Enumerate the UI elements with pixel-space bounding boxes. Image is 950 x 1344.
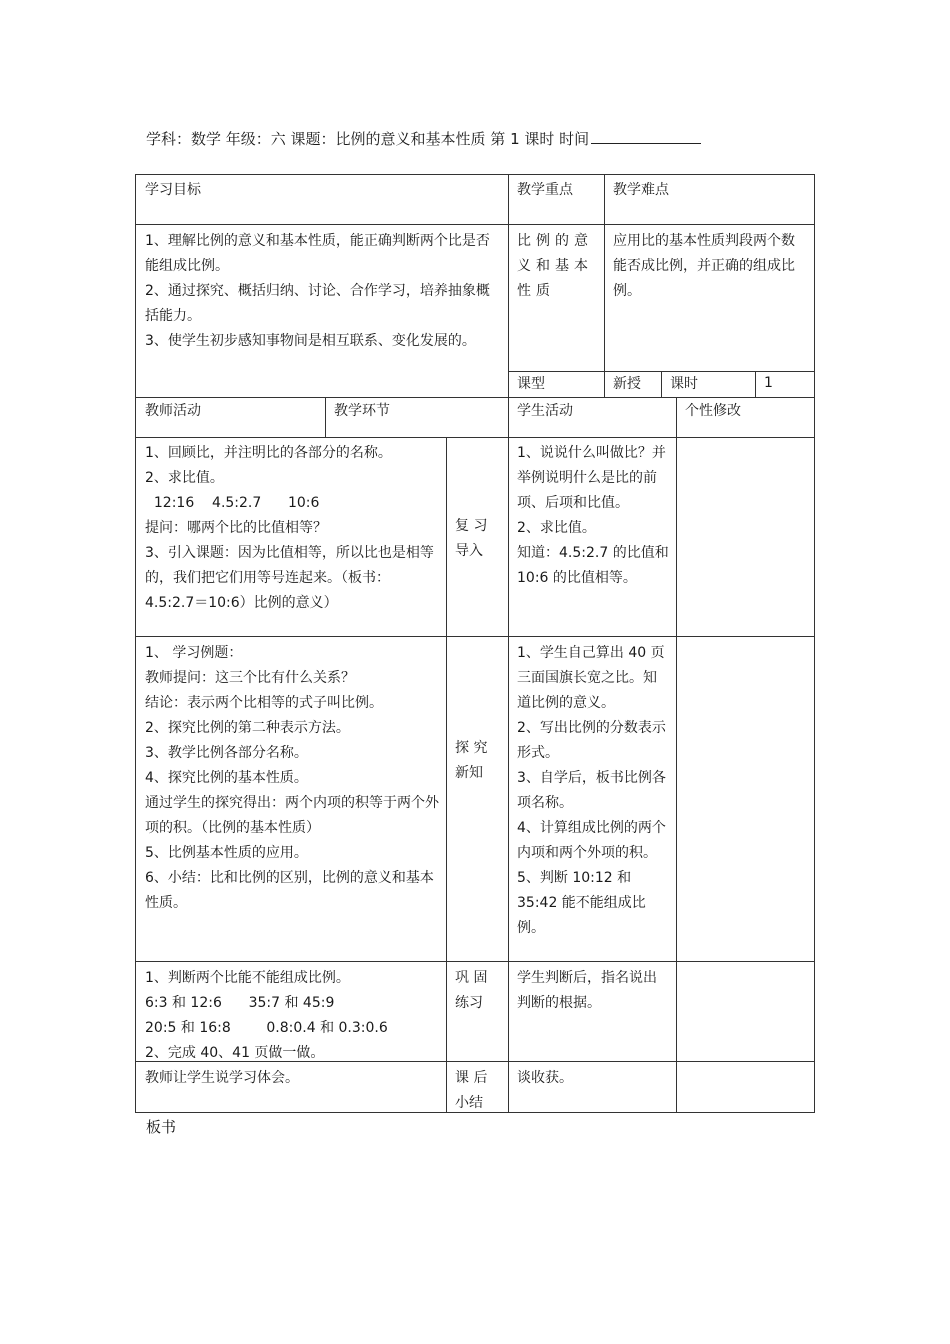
time-blank (591, 129, 701, 144)
teacher-activity-header: 教师活动 (145, 403, 201, 419)
section-practice-stage (449, 962, 507, 1020)
notes-header: 个性修改 (685, 403, 741, 419)
section-practice-student (511, 962, 675, 1020)
teacher-step: 2、求比值。 (145, 470, 224, 486)
teacher-step: 4、探究比例的基本性质。 (145, 770, 308, 786)
student-step: 学生判断后，指名说出判断的根据。 (517, 970, 657, 1011)
table-border-left (135, 174, 136, 1113)
teacher-step: 通过学生的探究得出：两个内项的积等于两个外项的积。（比例的基本性质） (145, 795, 439, 836)
difficulty-content: 应用比的基本性质判段两个数能否成比例，并正确的组成比例。 (613, 233, 795, 299)
goals-label: 学习目标 (145, 182, 201, 198)
section-explore-teacher (139, 637, 445, 920)
stage-line: 探 究 (455, 740, 488, 756)
section-review-student (511, 437, 675, 595)
teaching-stage-header: 教学环节 (334, 403, 390, 419)
teacher-step: 3、教学比例各部分名称。 (145, 745, 308, 761)
class-hours-value: 1 (764, 375, 773, 391)
teacher-step: 2、探究比例的第二种表示方法。 (145, 720, 350, 736)
teacher-step: 1、判断两个比能不能组成比例。 (145, 970, 350, 986)
teacher-step: 结论：表示两个比相等的式子叫比例。 (145, 695, 383, 711)
table-line (325, 397, 326, 437)
table-line (604, 174, 605, 397)
table-line (676, 397, 677, 1113)
teacher-step: 教师让学生说学习体会。 (145, 1070, 299, 1086)
table-line (446, 437, 447, 1113)
table-border-right (814, 174, 815, 1113)
student-step: 5、判断 10:12 和 35:42 能不能组成比例。 (517, 870, 646, 936)
section-summary-stage (449, 1062, 507, 1120)
teacher-step: 1、回顾比，并注明比的各部分的名称。 (145, 445, 392, 461)
stage-line: 新知 (455, 765, 483, 781)
teacher-step: 教师提问：这三个比有什么关系？ (145, 670, 355, 686)
student-step: 3、自学后，板书比例各项名称。 (517, 770, 666, 811)
page-header (146, 128, 701, 149)
teacher-step: 1、 学习例题： (145, 645, 243, 661)
stage-line: 课 后 (455, 1070, 488, 1086)
teacher-step: 3、引入课题：因为比值相等，所以比也是相等的，我们把它们用等号连起来。（板书：4.5:2.7＝10:6）比例的意义） (145, 545, 434, 611)
student-step: 谈收获。 (517, 1070, 573, 1086)
teacher-step: 20:5 和 16:8 0.8:0.4 和 0.3:0.6 (145, 1020, 388, 1036)
section-review-stage (449, 510, 507, 568)
goal-item: 3、使学生初步感知事物间是相互联系、变化发展的。 (145, 333, 476, 349)
section-review-teacher (139, 437, 445, 620)
student-step: 2、写出比例的分数表示形式。 (517, 720, 666, 761)
table-line (755, 371, 756, 397)
focus-content: 比例的意义和基本性质 (517, 233, 593, 299)
student-step: 2、求比值。 (517, 520, 596, 536)
student-step: 1、说说什么叫做比？并举例说明什么是比的前项、后项和比值。 (517, 445, 666, 511)
lesson-type-value: 新授 (613, 376, 641, 392)
class-hours-label: 课时 (670, 376, 698, 392)
difficulty-label: 教学难点 (613, 182, 669, 198)
teacher-step: 12:16 4.5:2.7 10:6 (145, 495, 320, 511)
section-practice-teacher (139, 962, 445, 1070)
teacher-step: 5、比例基本性质的应用。 (145, 845, 308, 861)
section-summary-student (511, 1062, 675, 1095)
goals-content (139, 225, 505, 358)
goal-item: 2、通过探究、概括归纳、讨论、合作学习，培养抽象概括能力。 (145, 283, 490, 324)
table-line (661, 371, 662, 397)
teacher-step: 6、小结：比和比例的区别，比例的意义和基本性质。 (145, 870, 434, 911)
teacher-step: 2、完成 40、41 页做一做。 (145, 1045, 325, 1061)
lesson-type-label: 课型 (517, 376, 545, 392)
teacher-step: 6:3 和 12:6 35:7 和 45:9 (145, 995, 335, 1011)
section-explore-stage (449, 732, 507, 790)
student-step: 1、学生自己算出 40 页三面国旗长宽之比。知道比例的意义。 (517, 645, 665, 711)
stage-line: 小结 (455, 1095, 483, 1111)
goal-item: 1、理解比例的意义和基本性质，能正确判断两个比是否能组成比例。 (145, 233, 490, 274)
stage-line: 导入 (455, 543, 483, 559)
student-activity-header: 学生活动 (517, 403, 573, 419)
teacher-step: 提问：哪两个比的比值相等？ (145, 520, 327, 536)
board-writing-label: 板书 (146, 1118, 177, 1136)
table-line (508, 174, 509, 1113)
stage-line: 复 习 (455, 518, 488, 534)
focus-label: 教学重点 (517, 182, 573, 198)
student-step: 知道：4.5:2.7 的比值和 10:6 的比值相等。 (517, 545, 669, 586)
stage-line: 巩 固 (455, 970, 488, 986)
section-summary-teacher (139, 1062, 445, 1095)
student-step: 4、计算组成比例的两个内项和两个外项的积。 (517, 820, 666, 861)
section-explore-student (511, 637, 675, 945)
header-text: 学科：数学 年级：六 课题：比例的意义和基本性质 第 1 课时 时间 (146, 130, 590, 148)
stage-line: 练习 (455, 995, 483, 1011)
